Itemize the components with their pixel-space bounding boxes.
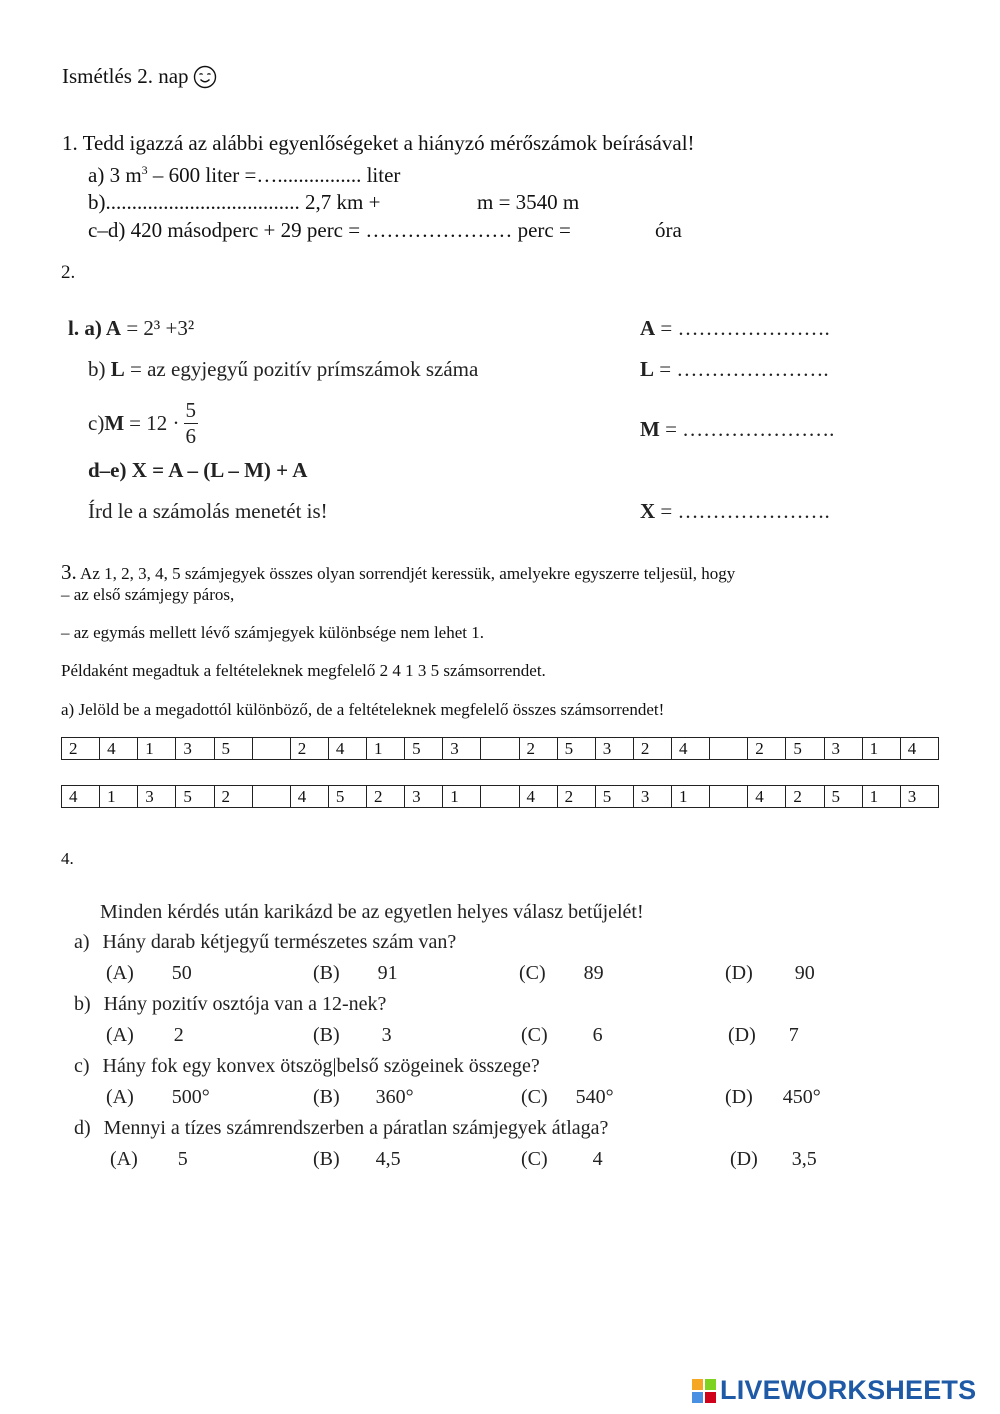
table-cell[interactable]: 1: [443, 786, 481, 808]
option-letter: (A): [106, 1086, 134, 1108]
q1-cd-post: óra: [655, 218, 682, 242]
q4-c-text: Hány fok egy konvex ötszög|belső szögeinek összege?: [102, 1055, 540, 1077]
logo-text: LIVEWORKSHEETS: [720, 1375, 977, 1405]
table-cell[interactable]: 3: [824, 738, 862, 760]
option-letter: (C): [521, 1086, 548, 1108]
option-value: 6: [592, 1024, 603, 1046]
q4-d-option-b[interactable]: [313, 1148, 401, 1171]
q4-c-option-c[interactable]: [521, 1086, 614, 1109]
table-row: [62, 738, 939, 760]
table-cell-gap: [481, 738, 519, 760]
q2-item-de: [88, 458, 307, 483]
option-letter: (D): [730, 1148, 758, 1170]
table-cell[interactable]: 3: [405, 786, 443, 808]
option-letter: (B): [313, 1148, 340, 1170]
option-value: 3: [381, 1024, 392, 1046]
q1-prompt: 1. Tedd igazzá az alábbi egyenlőségeket a hiányzó mérőszámok beírásával!: [62, 131, 695, 155]
logo-block: [692, 1379, 703, 1390]
table-cell[interactable]: 4: [519, 786, 557, 808]
q1-b-pre: b)..................................... 2,7 km +: [88, 190, 381, 214]
q2-c-label: c): [88, 411, 105, 435]
table-cell[interactable]: 4: [290, 786, 328, 808]
table-row: [62, 786, 939, 808]
option-letter: (C): [521, 1148, 548, 1170]
q3-task: a) Jelöld be a megadottól különböző, de a feltételeknek megfelelő összes számsorrendet!: [61, 700, 665, 719]
q2-b-answer: [640, 357, 829, 382]
q4-c-option-b[interactable]: [313, 1086, 414, 1109]
page-title: [62, 64, 217, 89]
option-value: 500°: [171, 1086, 210, 1108]
q1-item-b: [88, 190, 380, 215]
q3-number: 3.: [61, 560, 77, 584]
q2-b-label: b): [88, 357, 111, 381]
q2-number: 2.: [61, 262, 76, 283]
table-cell[interactable]: 4: [672, 738, 710, 760]
table-cell[interactable]: 2: [214, 786, 252, 808]
logo-block: [705, 1379, 716, 1390]
q1-item-a: [88, 163, 400, 188]
q2-c-answer: [640, 417, 834, 442]
option-value: 2: [173, 1024, 184, 1046]
option-value: 7: [788, 1024, 799, 1046]
q3-sequence-table-1: [61, 737, 939, 760]
q4-question-d: [74, 1117, 608, 1140]
table-cell[interactable]: 2: [367, 786, 405, 808]
table-cell[interactable]: 5: [824, 786, 862, 808]
q4-b-option-c[interactable]: [521, 1024, 603, 1047]
q3-intro-text: Az 1, 2, 3, 4, 5 számjegyek összes olyan sorrendjét keressük, amelyekre egyszerre teljesül, hogy: [76, 564, 736, 583]
q2-b-var: L: [110, 357, 125, 381]
table-cell-gap: [252, 786, 290, 808]
q4-b-option-a[interactable]: [106, 1024, 184, 1047]
option-value: 5: [177, 1148, 188, 1170]
q2-x-answer: [640, 499, 830, 524]
table-cell[interactable]: 2: [557, 786, 595, 808]
q3-intro: [61, 560, 735, 585]
option-value: 4,5: [375, 1148, 401, 1170]
q2-c-var: M: [104, 411, 125, 435]
table-cell-gap: [710, 786, 748, 808]
q4-c-option-a[interactable]: [106, 1086, 210, 1109]
q1-b-post: m = 3540 m: [477, 190, 580, 214]
q2-a-answer-var: A: [640, 316, 656, 340]
table-cell[interactable]: 4: [748, 786, 786, 808]
q2-a-answer-line: = ………………….: [655, 316, 830, 340]
table-cell[interactable]: 2: [62, 738, 100, 760]
q2-a-expr: = 2³ +3²: [121, 316, 195, 340]
option-letter: (D): [725, 962, 753, 984]
q4-number: 4.: [61, 849, 74, 868]
q2-c-numerator: 5: [185, 398, 196, 422]
option-letter: (A): [106, 1024, 134, 1046]
option-value: 360°: [375, 1086, 414, 1108]
option-value: 540°: [575, 1086, 614, 1108]
q4-instruction: Minden kérdés után karikázd be az egyetlen helyes válasz betűjelét!: [100, 901, 644, 923]
table-cell[interactable]: 5: [214, 738, 252, 760]
table-cell-gap: [710, 738, 748, 760]
q2-b-answer-line: = ………………….: [654, 357, 829, 381]
q4-d-text: Mennyi a tízes számrendszerben a páratlan számjegyek átlaga?: [103, 1117, 609, 1139]
q2-item-a: [68, 316, 194, 341]
table-cell[interactable]: 3: [633, 786, 671, 808]
q4-question-c: [74, 1055, 540, 1078]
table-cell[interactable]: 1: [672, 786, 710, 808]
table-cell[interactable]: 5: [595, 786, 633, 808]
table-cell[interactable]: 1: [367, 738, 405, 760]
q3-condition-2: – az egymás mellett lévő számjegyek különbsége nem lehet 1.: [61, 623, 484, 642]
q4-a-option-a[interactable]: [106, 962, 192, 985]
q2-b-answer-var: L: [640, 357, 655, 381]
q1-item-cd: [88, 218, 571, 243]
table-cell[interactable]: 1: [862, 786, 900, 808]
liveworksheets-logo: [692, 1375, 976, 1406]
q4-d-label: d): [74, 1117, 91, 1139]
table-cell[interactable]: 3: [595, 738, 633, 760]
q2-c-answer-var: M: [640, 417, 660, 441]
q3-condition-1: – az első számjegy páros,: [61, 585, 235, 604]
option-letter: (A): [110, 1148, 138, 1170]
table-cell[interactable]: 1: [138, 738, 176, 760]
q4-c-option-d[interactable]: [725, 1086, 821, 1109]
q4-question-a: [74, 931, 456, 954]
option-letter: (B): [313, 1024, 340, 1046]
option-letter: (B): [313, 1086, 340, 1108]
table-cell[interactable]: 5: [786, 738, 824, 760]
option-letter: (A): [106, 962, 134, 984]
q2-de-label: d–e): [88, 458, 132, 482]
q4-a-text: Hány darab kétjegyű természetes szám van?: [102, 931, 457, 953]
table-cell[interactable]: 2: [633, 738, 671, 760]
relieved-smiley-icon: [193, 65, 217, 89]
q1-a-sup: 3: [141, 163, 148, 177]
table-cell-gap: [481, 786, 519, 808]
q4-d-option-a[interactable]: [110, 1148, 188, 1171]
table-cell[interactable]: 5: [557, 738, 595, 760]
q2-x-answer-var: X: [640, 499, 656, 523]
table-cell[interactable]: 5: [405, 738, 443, 760]
q4-a-option-b[interactable]: [313, 962, 398, 985]
option-value: 89: [583, 962, 604, 984]
q1-cd-pre: c–d) 420 másodperc + 29 perc = ………………… perc =: [88, 218, 571, 242]
table-cell[interactable]: 3: [176, 738, 214, 760]
option-letter: (D): [728, 1024, 756, 1046]
q2-c-expr: = 12 ·: [129, 411, 180, 435]
q2-a-label: l. a): [68, 316, 106, 340]
logo-block: [692, 1392, 703, 1403]
table-cell[interactable]: 4: [62, 786, 100, 808]
q2-c-denominator: 6: [185, 424, 196, 448]
q2-item-c: [88, 400, 198, 447]
option-letter: (B): [313, 962, 340, 984]
table-cell[interactable]: 5: [328, 786, 366, 808]
q4-c-label: c): [74, 1055, 90, 1077]
q1-a-pre: a) 3 m: [88, 163, 142, 187]
option-letter: (D): [725, 1086, 753, 1108]
option-value: 3,5: [791, 1148, 817, 1170]
table-cell-gap: [252, 738, 290, 760]
table-cell[interactable]: 3: [900, 786, 938, 808]
table-cell[interactable]: 2: [786, 786, 824, 808]
q4-d-option-c[interactable]: [521, 1148, 603, 1171]
table-cell[interactable]: 1: [100, 786, 138, 808]
q4-a-label: a): [74, 931, 90, 953]
option-value: 50: [171, 962, 192, 984]
table-cell[interactable]: 2: [748, 738, 786, 760]
q2-item-b: [88, 357, 478, 382]
option-value: 90: [794, 962, 815, 984]
q2-c-answer-line: = ………………….: [659, 417, 835, 441]
option-letter: (C): [521, 1024, 548, 1046]
table-cell[interactable]: 3: [443, 738, 481, 760]
table-cell[interactable]: 4: [328, 738, 366, 760]
table-cell[interactable]: 2: [519, 738, 557, 760]
q2-x-answer-line: = ………………….: [655, 499, 830, 523]
q4-b-label: b): [74, 993, 91, 1015]
option-value: 91: [377, 962, 398, 984]
q4-a-option-d[interactable]: [725, 962, 815, 985]
q2-b-expr: = az egyjegyű pozitív prímszámok száma: [124, 357, 479, 381]
q1-a-post: – 600 liter =…................ liter: [147, 163, 401, 187]
option-value: 4: [592, 1148, 603, 1170]
q3-example: Példaként megadtuk a feltételeknek megfelelő 2 4 1 3 5 számsorrendet.: [61, 661, 546, 680]
q2-de-expr: X = A – (L – M) + A: [131, 458, 308, 482]
title-text: Ismétlés 2. nap: [62, 64, 189, 88]
table-cell[interactable]: 5: [176, 786, 214, 808]
table-cell[interactable]: 4: [100, 738, 138, 760]
q4-b-option-b[interactable]: [313, 1024, 392, 1047]
table-cell[interactable]: 4: [900, 738, 938, 760]
q3-sequence-table-2: [61, 785, 939, 808]
table-cell[interactable]: 3: [138, 786, 176, 808]
option-letter: (C): [519, 962, 546, 984]
q4-d-option-d[interactable]: [730, 1148, 817, 1171]
q4-b-option-d[interactable]: [728, 1024, 799, 1047]
q2-a-var: A: [105, 316, 122, 340]
q4-a-option-c[interactable]: [519, 962, 604, 985]
table-cell[interactable]: 1: [862, 738, 900, 760]
q4-b-text: Hány pozitív osztója van a 12-nek?: [103, 993, 387, 1015]
logo-blocks-icon: [692, 1379, 716, 1403]
table-cell[interactable]: 2: [290, 738, 328, 760]
q2-a-answer: [640, 316, 830, 341]
q2-c-fraction: [184, 400, 199, 447]
logo-block: [705, 1392, 716, 1403]
option-value: 450°: [782, 1086, 821, 1108]
q2-note: Írd le a számolás menetét is!: [88, 499, 328, 523]
q4-question-b: [74, 993, 386, 1016]
